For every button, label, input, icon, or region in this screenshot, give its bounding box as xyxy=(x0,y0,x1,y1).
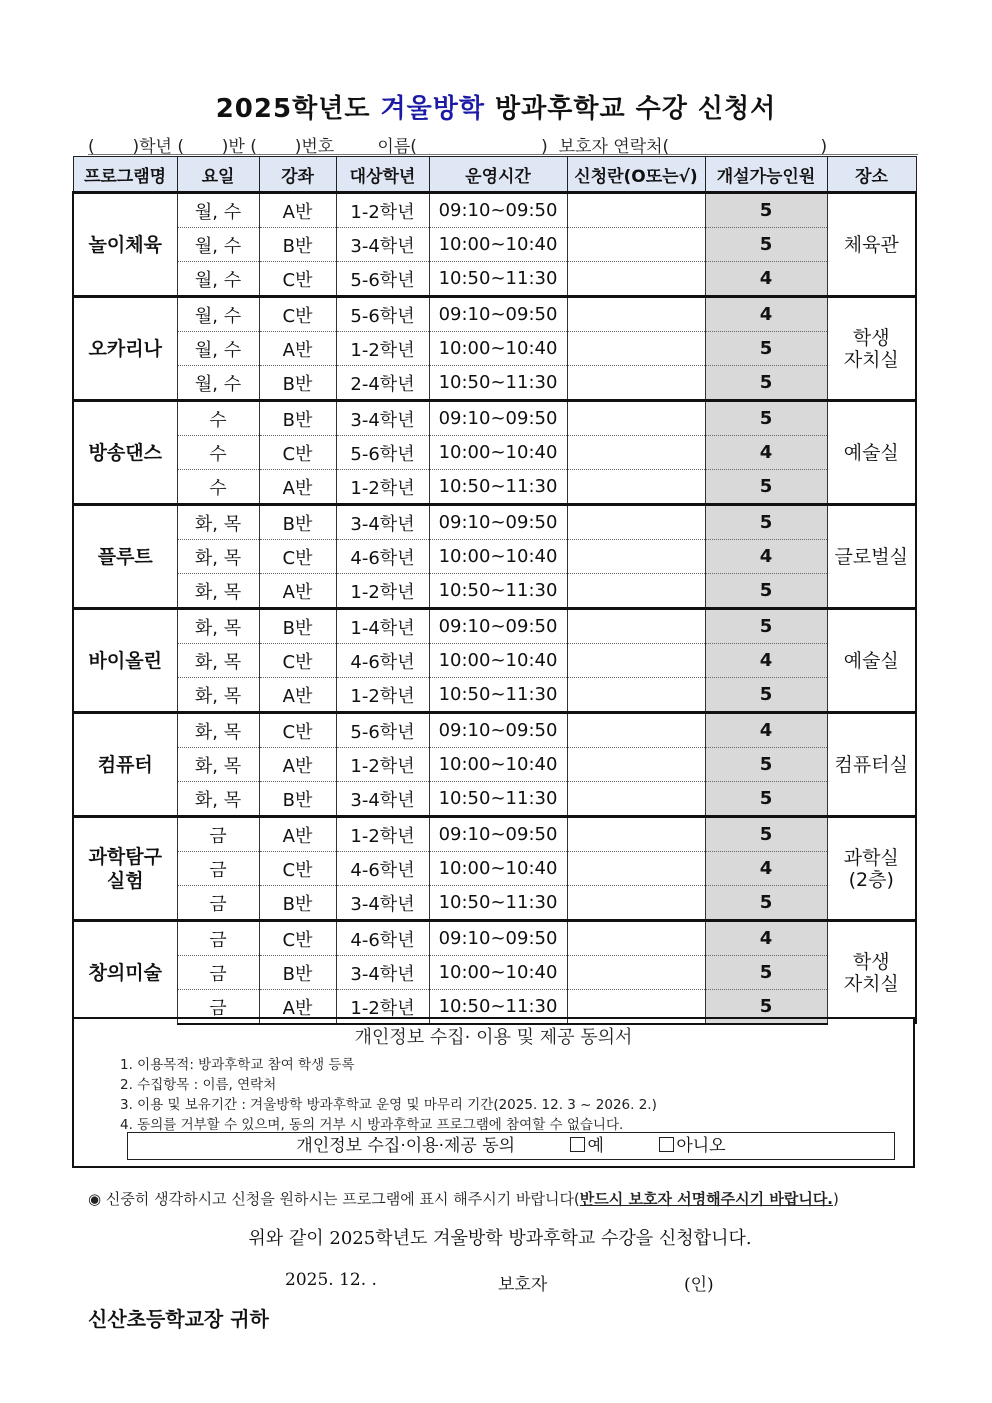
grade-cell: 1-2학년 xyxy=(336,748,429,782)
header-capacity: 개설가능인원 xyxy=(705,157,827,193)
consent-items xyxy=(120,1055,913,1135)
date-field[interactable]: 2025. 12. . xyxy=(285,1270,377,1290)
student-info-line[interactable]: ( )학년 ( )반 ( )번호 이름( ) 보호자 연락처( ) xyxy=(88,132,918,155)
day-cell: 화, 목 xyxy=(177,540,259,574)
day-cell: 월, 수 xyxy=(177,366,259,401)
apply-cell[interactable] xyxy=(567,609,705,644)
grade-cell: 4-6학년 xyxy=(336,921,429,956)
time-cell: 10:50~11:30 xyxy=(429,366,567,401)
consent-item: 2. 수집항목 : 이름, 연락처 xyxy=(120,1077,277,1093)
class-cell: C반 xyxy=(259,540,336,574)
day-cell: 화, 목 xyxy=(177,782,259,817)
table-row xyxy=(73,262,916,297)
consent-item: 1. 이용목적: 방과후학교 참여 학생 등록 xyxy=(120,1057,355,1073)
day-cell: 화, 목 xyxy=(177,713,259,748)
table-row xyxy=(73,852,916,886)
class-cell: A반 xyxy=(259,574,336,609)
consent-item: 3. 이용 및 보유기간 : 겨울방학 방과후학교 운영 및 마무리 기간(2025. 12. 3 ~ 2026. 2.) xyxy=(120,1097,657,1113)
time-cell: 09:10~09:50 xyxy=(429,713,567,748)
apply-cell[interactable] xyxy=(567,470,705,505)
table-row xyxy=(73,401,916,436)
apply-cell[interactable] xyxy=(567,505,705,540)
place-cell: 예술실 xyxy=(827,401,916,505)
table-header-row xyxy=(73,157,916,193)
class-cell: C반 xyxy=(259,713,336,748)
capacity-cell: 5 xyxy=(705,748,827,782)
place-cell: 학생 자치실 xyxy=(827,921,916,1025)
header-time: 운영시간 xyxy=(429,157,567,193)
program-name: 창의미술 xyxy=(73,921,177,1025)
seal-field[interactable]: (인) xyxy=(684,1275,714,1295)
place-cell: 과학실 (2층) xyxy=(827,817,916,921)
guardian-label: 보호자 xyxy=(498,1275,548,1295)
grade-cell: 1-2학년 xyxy=(336,470,429,505)
table-row xyxy=(73,436,916,470)
time-cell: 09:10~09:50 xyxy=(429,817,567,852)
apply-cell[interactable] xyxy=(567,748,705,782)
program-name: 방송댄스 xyxy=(73,401,177,505)
capacity-cell: 4 xyxy=(705,921,827,956)
day-cell: 수 xyxy=(177,436,259,470)
agree-yes-option[interactable]: 예 xyxy=(570,1136,603,1156)
capacity-cell: 4 xyxy=(705,297,827,332)
header-apply: 신청란(O또는√) xyxy=(567,157,705,193)
apply-cell[interactable] xyxy=(567,574,705,609)
apply-cell[interactable] xyxy=(567,228,705,262)
apply-cell[interactable] xyxy=(567,366,705,401)
consent-title: 개인정보 수집· 이용 및 제공 동의서 xyxy=(354,1027,633,1048)
table-row xyxy=(73,505,916,540)
no-checkbox[interactable] xyxy=(659,1137,674,1152)
capacity-cell: 5 xyxy=(705,990,827,1025)
capacity-cell: 5 xyxy=(705,193,827,228)
table-row xyxy=(73,332,916,366)
privacy-consent-box xyxy=(72,1017,915,1168)
place-cell: 학생 자치실 xyxy=(827,297,916,401)
grade-cell: 1-2학년 xyxy=(336,574,429,609)
day-cell: 화, 목 xyxy=(177,574,259,609)
time-cell: 09:10~09:50 xyxy=(429,401,567,436)
program-name: 과학탐구 실험 xyxy=(73,817,177,921)
apply-cell[interactable] xyxy=(567,193,705,228)
apply-cell[interactable] xyxy=(567,540,705,574)
program-name: 놀이체육 xyxy=(73,193,177,297)
yes-checkbox[interactable] xyxy=(570,1137,585,1152)
grade-cell: 5-6학년 xyxy=(336,297,429,332)
time-cell: 10:00~10:40 xyxy=(429,332,567,366)
capacity-cell: 5 xyxy=(705,817,827,852)
class-cell: B반 xyxy=(259,366,336,401)
consent-agree-row xyxy=(127,1132,895,1160)
time-cell: 10:50~11:30 xyxy=(429,678,567,713)
grade-cell: 3-4학년 xyxy=(336,228,429,262)
table-row xyxy=(73,540,916,574)
time-cell: 10:00~10:40 xyxy=(429,228,567,262)
time-cell: 10:50~11:30 xyxy=(429,574,567,609)
grade-cell: 1-2학년 xyxy=(336,193,429,228)
class-cell: C반 xyxy=(259,644,336,678)
grade-cell: 1-2학년 xyxy=(336,678,429,713)
time-cell: 09:10~09:50 xyxy=(429,297,567,332)
time-cell: 09:10~09:50 xyxy=(429,609,567,644)
day-cell: 화, 목 xyxy=(177,678,259,713)
day-cell: 월, 수 xyxy=(177,262,259,297)
time-cell: 10:50~11:30 xyxy=(429,782,567,817)
table-row xyxy=(73,713,916,748)
time-cell: 10:50~11:30 xyxy=(429,886,567,921)
program-name: 오카리나 xyxy=(73,297,177,401)
header-class: 강좌 xyxy=(259,157,336,193)
capacity-cell: 4 xyxy=(705,713,827,748)
class-cell: C반 xyxy=(259,262,336,297)
capacity-cell: 4 xyxy=(705,644,827,678)
capacity-cell: 5 xyxy=(705,470,827,505)
header-grade: 대상학년 xyxy=(336,157,429,193)
apply-cell[interactable] xyxy=(567,436,705,470)
class-cell: B반 xyxy=(259,609,336,644)
capacity-cell: 5 xyxy=(705,332,827,366)
class-cell: A반 xyxy=(259,470,336,505)
capacity-cell: 5 xyxy=(705,366,827,401)
grade-cell: 3-4학년 xyxy=(336,886,429,921)
page-title: 2025학년도 겨울방학 방과후학교 수강 신청서 xyxy=(215,94,777,124)
capacity-cell: 5 xyxy=(705,678,827,713)
apply-cell[interactable] xyxy=(567,886,705,921)
day-cell: 월, 수 xyxy=(177,228,259,262)
capacity-cell: 5 xyxy=(705,886,827,921)
grade-cell: 3-4학년 xyxy=(336,782,429,817)
capacity-cell: 5 xyxy=(705,574,827,609)
grade-cell: 1-2학년 xyxy=(336,990,429,1025)
table-row xyxy=(73,609,916,644)
table-row xyxy=(73,956,916,990)
capacity-cell: 4 xyxy=(705,262,827,297)
grade-cell: 2-4학년 xyxy=(336,366,429,401)
capacity-cell: 4 xyxy=(705,436,827,470)
instruction-note: ◉ 신중히 생각하시고 신청을 원하시는 프로그램에 표시 해주시기 바랍니다(반드시 보호자 서명해주시기 바랍니다.) xyxy=(88,1190,839,1208)
grade-cell: 1-4학년 xyxy=(336,609,429,644)
day-cell: 수 xyxy=(177,470,259,505)
class-cell: A반 xyxy=(259,990,336,1025)
capacity-cell: 5 xyxy=(705,505,827,540)
capacity-cell: 4 xyxy=(705,852,827,886)
apply-cell[interactable] xyxy=(567,262,705,297)
class-cell: A반 xyxy=(259,817,336,852)
time-cell: 10:00~10:40 xyxy=(429,852,567,886)
day-cell: 월, 수 xyxy=(177,193,259,228)
grade-cell: 3-4학년 xyxy=(336,401,429,436)
place-cell: 예술실 xyxy=(827,609,916,713)
table-row xyxy=(73,748,916,782)
day-cell: 화, 목 xyxy=(177,748,259,782)
program-name: 바이올린 xyxy=(73,609,177,713)
grade-cell: 3-4학년 xyxy=(336,956,429,990)
capacity-cell: 4 xyxy=(705,540,827,574)
apply-cell[interactable] xyxy=(567,678,705,713)
capacity-cell: 5 xyxy=(705,401,827,436)
day-cell: 월, 수 xyxy=(177,297,259,332)
table-row xyxy=(73,817,916,852)
class-cell: B반 xyxy=(259,886,336,921)
class-cell: C반 xyxy=(259,921,336,956)
class-cell: B반 xyxy=(259,956,336,990)
grade-cell: 1-2학년 xyxy=(336,817,429,852)
place-cell: 컴퓨터실 xyxy=(827,713,916,817)
class-cell: C반 xyxy=(259,297,336,332)
time-cell: 10:00~10:40 xyxy=(429,748,567,782)
time-cell: 09:10~09:50 xyxy=(429,193,567,228)
program-table xyxy=(72,156,917,1025)
day-cell: 금 xyxy=(177,886,259,921)
class-cell: B반 xyxy=(259,505,336,540)
time-cell: 10:50~11:30 xyxy=(429,262,567,297)
time-cell: 09:10~09:50 xyxy=(429,921,567,956)
apply-cell[interactable] xyxy=(567,644,705,678)
grade-cell: 5-6학년 xyxy=(336,713,429,748)
table-row xyxy=(73,782,916,817)
table-row xyxy=(73,297,916,332)
capacity-cell: 5 xyxy=(705,782,827,817)
grade-cell: 5-6학년 xyxy=(336,436,429,470)
apply-cell[interactable] xyxy=(567,852,705,886)
day-cell: 금 xyxy=(177,817,259,852)
declaration: 위와 같이 2025학년도 겨울방학 방과후학교 수강을 신청합니다. xyxy=(248,1228,752,1249)
day-cell: 화, 목 xyxy=(177,644,259,678)
header-program: 프로그램명 xyxy=(73,157,177,193)
time-cell: 09:10~09:50 xyxy=(429,505,567,540)
apply-cell[interactable] xyxy=(567,401,705,436)
class-cell: A반 xyxy=(259,193,336,228)
table-row xyxy=(73,366,916,401)
time-cell: 10:50~11:30 xyxy=(429,470,567,505)
apply-cell[interactable] xyxy=(567,817,705,852)
grade-cell: 4-6학년 xyxy=(336,644,429,678)
time-cell: 10:00~10:40 xyxy=(429,540,567,574)
day-cell: 금 xyxy=(177,852,259,886)
capacity-cell: 5 xyxy=(705,228,827,262)
table-row xyxy=(73,574,916,609)
table-row xyxy=(73,193,916,228)
class-cell: A반 xyxy=(259,678,336,713)
table-row xyxy=(73,678,916,713)
capacity-cell: 5 xyxy=(705,956,827,990)
class-cell: B반 xyxy=(259,401,336,436)
time-cell: 10:00~10:40 xyxy=(429,644,567,678)
table-row xyxy=(73,644,916,678)
class-cell: C반 xyxy=(259,852,336,886)
place-cell: 글로벌실 xyxy=(827,505,916,609)
day-cell: 화, 목 xyxy=(177,609,259,644)
table-row xyxy=(73,228,916,262)
table-row xyxy=(73,921,916,956)
program-name: 플루트 xyxy=(73,505,177,609)
agree-no-option[interactable]: 아니오 xyxy=(659,1136,725,1156)
consent-item: 4. 동의를 거부할 수 있으며, 동의 거부 시 방과후학교 프로그램에 참여할 수 없습니다. xyxy=(120,1117,624,1133)
time-cell: 10:50~11:30 xyxy=(429,990,567,1025)
day-cell: 금 xyxy=(177,921,259,956)
addressee: 신산초등학교장 귀하 xyxy=(88,1307,269,1331)
grade-cell: 1-2학년 xyxy=(336,332,429,366)
header-place: 장소 xyxy=(827,157,916,193)
class-cell: A반 xyxy=(259,332,336,366)
table-row xyxy=(73,886,916,921)
program-name: 컴퓨터 xyxy=(73,713,177,817)
table-row xyxy=(73,470,916,505)
day-cell: 금 xyxy=(177,990,259,1025)
apply-cell[interactable] xyxy=(567,297,705,332)
apply-cell[interactable] xyxy=(567,713,705,748)
class-cell: B반 xyxy=(259,782,336,817)
apply-cell[interactable] xyxy=(567,332,705,366)
grade-cell: 3-4학년 xyxy=(336,505,429,540)
apply-cell[interactable] xyxy=(567,956,705,990)
day-cell: 금 xyxy=(177,956,259,990)
day-cell: 화, 목 xyxy=(177,505,259,540)
grade-cell: 4-6학년 xyxy=(336,540,429,574)
day-cell: 월, 수 xyxy=(177,332,259,366)
apply-cell[interactable] xyxy=(567,921,705,956)
grade-cell: 5-6학년 xyxy=(336,262,429,297)
day-cell: 수 xyxy=(177,401,259,436)
apply-cell[interactable] xyxy=(567,782,705,817)
capacity-cell: 5 xyxy=(705,609,827,644)
class-cell: B반 xyxy=(259,228,336,262)
time-cell: 10:00~10:40 xyxy=(429,956,567,990)
class-cell: C반 xyxy=(259,436,336,470)
grade-cell: 4-6학년 xyxy=(336,852,429,886)
place-cell: 체육관 xyxy=(827,193,916,297)
header-day: 요일 xyxy=(177,157,259,193)
class-cell: A반 xyxy=(259,748,336,782)
time-cell: 10:00~10:40 xyxy=(429,436,567,470)
agree-label: 개인정보 수집·이용·제공 동의 xyxy=(296,1136,516,1156)
